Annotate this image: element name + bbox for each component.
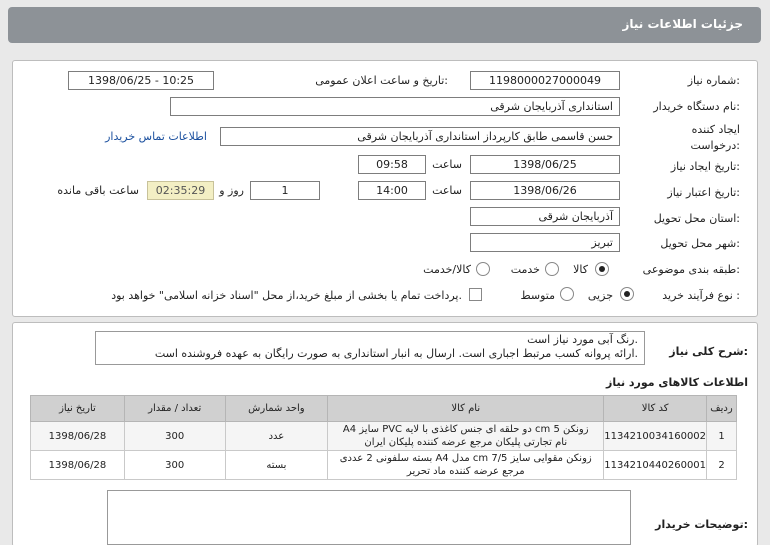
validity-date-field: 1398/06/26 (470, 181, 620, 200)
validity-time-field: 14:00 (358, 181, 426, 200)
remaining-time-field: 02:35:29 (147, 181, 214, 200)
table-row (31, 451, 737, 480)
buyer-notes-label: توضیحات خریدار: (655, 518, 748, 531)
category-radio-service[interactable] (545, 262, 559, 276)
col-date: تاریخ نیاز (31, 396, 125, 422)
category-option-goods-service: کالا/خدمت (423, 263, 471, 276)
remaining-label: ساعت باقی مانده (57, 184, 139, 197)
cell-unit: عدد (225, 422, 328, 451)
treasury-payment-note: پرداخت تمام یا بخشی از مبلغ خرید،از محل "اسناد خزانه اسلامی" خواهد بود. (111, 289, 462, 302)
col-unit: واحد شمارش (225, 396, 328, 422)
cell-name-line-2: نام تجارتی پلیکان مرجع عرضه کننده پلیکان ایران (364, 437, 568, 448)
page-header (8, 7, 761, 43)
summary-label: شرح کلی نیاز: (669, 345, 748, 358)
remaining-days-field: 1 (250, 181, 320, 200)
buyer-label: نام دستگاه خریدار: (653, 100, 740, 113)
category-label: طبقه بندی موضوعی: (642, 263, 740, 276)
table-row (31, 422, 737, 451)
cell-date: 1398/06/28 (31, 451, 125, 480)
announce-label: تاریخ و ساعت اعلان عمومی: (315, 74, 448, 87)
buyer-notes-box (107, 490, 631, 545)
cell-qty: 300 (124, 422, 225, 451)
summary-description (95, 331, 645, 365)
process-radio-medium[interactable] (560, 287, 574, 301)
city-label: شهر محل تحویل: (660, 237, 740, 250)
col-code: کد کالا (604, 396, 707, 422)
treasury-payment-checkbox[interactable] (469, 288, 482, 301)
page-title: جزئیات اطلاعات نیاز (622, 17, 743, 31)
buyer-field: استانداری آذربایجان شرقی (170, 97, 620, 116)
created-time-label: ساعت (432, 158, 462, 171)
buyer-contact-link[interactable]: اطلاعات تماس خریدار (105, 130, 207, 143)
validity-date-label: تاریخ اعتبار نیاز: (667, 186, 740, 199)
cell-qty: 300 (124, 451, 225, 480)
category-option-goods: کالا (573, 263, 588, 276)
created-date-field: 1398/06/25 (470, 155, 620, 174)
days-label: روز و (219, 184, 244, 197)
category-option-service: خدمت (510, 263, 540, 276)
creator-label: ایجاد کننده درخواست: (690, 123, 740, 152)
province-field: آذربایجان شرقی (470, 207, 620, 226)
items-header-row (31, 396, 737, 422)
cell-code: 1134210034160002 (604, 422, 707, 451)
col-row: ردیف (707, 396, 737, 422)
cell-name-line-2: مرجع عرضه کننده ماد تحریر (406, 466, 525, 477)
cell-row: 1 (707, 422, 737, 451)
process-option-minor: جزیی (587, 289, 613, 302)
cell-name (328, 422, 604, 451)
validity-time-label: ساعت (432, 184, 462, 197)
process-label: نوع فرآیند خرید : (662, 289, 740, 302)
created-time-field: 09:58 (358, 155, 426, 174)
col-name: نام کالا (328, 396, 604, 422)
cell-row: 2 (707, 451, 737, 480)
cell-unit: بسته (225, 451, 328, 480)
cell-code: 1134210440260001 (604, 451, 707, 480)
items-table (30, 395, 737, 480)
summary-line-2: ارائه پروانه کسب مرتبط اجباری است. ارسال به انبار استانداری به صورت رایگان به عهده فروشنده است. (154, 347, 638, 360)
cell-name-line-1: زونکن 5 cm دو حلقه ای جنس کاغذی با لایه PVC سایز A4 (342, 424, 589, 435)
process-option-medium: متوسط (520, 289, 555, 302)
city-field: تبریز (470, 233, 620, 252)
process-radio-minor[interactable] (620, 287, 634, 301)
cell-date: 1398/06/28 (31, 422, 125, 451)
category-radio-goods-service[interactable] (476, 262, 490, 276)
province-label: استان محل تحویل: (653, 212, 740, 225)
need-number-label: شماره نیاز: (687, 74, 740, 87)
cell-name (328, 451, 604, 480)
announce-datetime-field: 1398/06/25 - 10:25 (68, 71, 214, 90)
created-date-label: تاریخ ایجاد نیاز: (670, 160, 740, 173)
items-section-title: اطلاعات کالاهای مورد نیاز (606, 376, 748, 389)
col-qty: تعداد / مقدار (124, 396, 225, 422)
creator-field: حسن قاسمی طابق کارپرداز استانداری آذربایجان شرقی (220, 127, 620, 146)
category-radio-goods[interactable] (595, 262, 609, 276)
need-number-field: 1198000027000049 (470, 71, 620, 90)
summary-line-1: رنگ آبی مورد نیاز است. (527, 333, 638, 346)
cell-name-line-1: زونکن مقوایی سایز 7/5 cm مدل A4 بسته سلفونی 2 عددی (339, 453, 592, 464)
